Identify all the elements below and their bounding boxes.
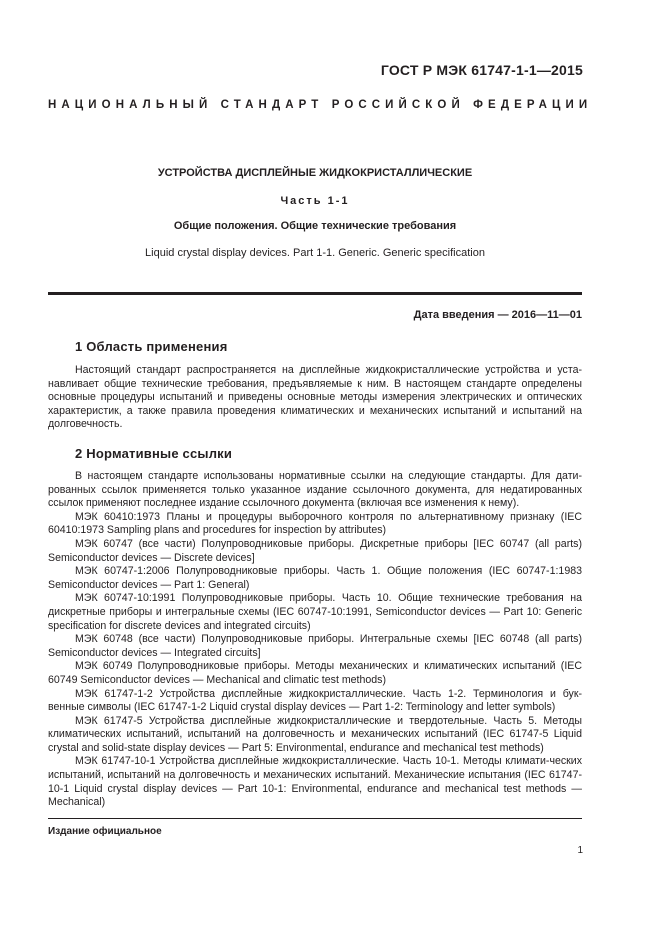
reference-item: МЭК 60410:1973 Планы и процедуры выборочного контроля по альтернативному признаку (IEC 60410:1973 Sampling plans and procedures for inspection by attributes) bbox=[48, 510, 582, 537]
reference-item: МЭК 60748 (все части) Полупроводниковые приборы. Интегральные схемы [IEC 60748 (all parts) Semiconductor devices — Integrated circuits] bbox=[48, 633, 582, 659]
reference-item: МЭК 60747-10:1991 Полупроводниковые приборы. Часть 10. Общие технические требования на дискретные приборы и интегральные схемы (IEC 60747-10:1991, Semiconductor devices — Part 10: Generic specification for discrete devices and integrated circuits) bbox=[48, 592, 582, 632]
part-label: Часть 1-1 bbox=[280, 195, 350, 207]
paragraph: В настоящем стандарте использованы нормативные ссылки на следующие стандарты. Для дати-рованных ссылок применяется только указанное издание ссылочного документа, для недатированных ссылок применяют последнее издание ссылочного документа (включая все изменения к нему). bbox=[48, 470, 582, 510]
section-body-scope bbox=[48, 364, 582, 432]
page-number: 1 bbox=[577, 845, 583, 856]
document-subtitle: Общие положения. Общие технические требования bbox=[173, 220, 457, 232]
reference-item: МЭК 61747-10-1 Устройства дисплейные жидкокристаллические. Часть 10-1. Методы климати-ческих испытаний, испытаний на долговечность и механических испытаний. Механические испытания (IEC 61747-10-1 Liquid crystal display devices — Part 10-1: Environmental, endurance and mechanical test methods — Mechanical) bbox=[48, 755, 582, 809]
national-standard-banner: НАЦИОНАЛЬНЫЙ СТАНДАРТ РОССИЙСКОЙ ФЕДЕРАЦИИ bbox=[48, 99, 593, 111]
footer-divider bbox=[48, 818, 582, 819]
reference-item: МЭК 60749 Полупроводниковые приборы. Методы механических и климатических испытаний (IEC 60749 Semiconductor devices — Mechanical and climatic test methods) bbox=[48, 660, 582, 686]
edition-label: Издание официальное bbox=[48, 826, 162, 837]
introduction-date: Дата введения — 2016—11—01 bbox=[413, 309, 582, 321]
reference-item: МЭК 61747-5 Устройства дисплейные жидкокристаллические и твердотельные. Часть 5. Методы климатических испытаний, испытаний на долговечность и механических испытаний (IEC 61747-5 Liquid crystal and solid-state display devices — Part 5: Environmental, endurance and mechanical test methods) bbox=[48, 714, 582, 754]
section-body-normative-references bbox=[48, 470, 582, 810]
reference-item: МЭК 60747 (все части) Полупроводниковые приборы. Дискретные приборы [IEC 60747 (all parts) Semiconductor devices — Discrete devices] bbox=[48, 537, 582, 564]
section-heading-normative-references: 2 Нормативные ссылки bbox=[75, 446, 233, 461]
reference-item: МЭК 61747-1-2 Устройства дисплейные жидкокристаллические. Часть 1-2. Терминология и бук-венные символы (IEC 61747-1-2 Liquid crystal display devices — Part 1-2: Terminology and letter symbols) bbox=[48, 687, 582, 714]
document-number: ГОСТ Р МЭК 61747-1-1—2015 bbox=[380, 62, 583, 78]
reference-item: МЭК 60747-1:2006 Полупроводниковые приборы. Часть 1. Общие положения (IEC 60747-1:1983 Semiconductor devices — Part 1: General) bbox=[48, 565, 582, 591]
english-title: Liquid crystal display devices. Part 1-1. Generic. Generic specification bbox=[145, 247, 485, 259]
title-divider bbox=[48, 292, 582, 295]
document-title: УСТРОЙСТВА ДИСПЛЕЙНЫЕ ЖИДКОКРИСТАЛЛИЧЕСКИЕ bbox=[157, 167, 473, 179]
paragraph: Настоящий стандарт распространяется на дисплейные жидкокристаллические устройства и уста-навливает общие технические требования, предъявляемые к ним. В настоящем стандарте определены основные процедуры испытаний и приведены основные методы измерения электрических и оптических характеристик, а также правила проведения климатических и механических испытаний и испытаний на долговечность. bbox=[48, 364, 582, 431]
section-heading-scope: 1 Область применения bbox=[75, 339, 228, 354]
